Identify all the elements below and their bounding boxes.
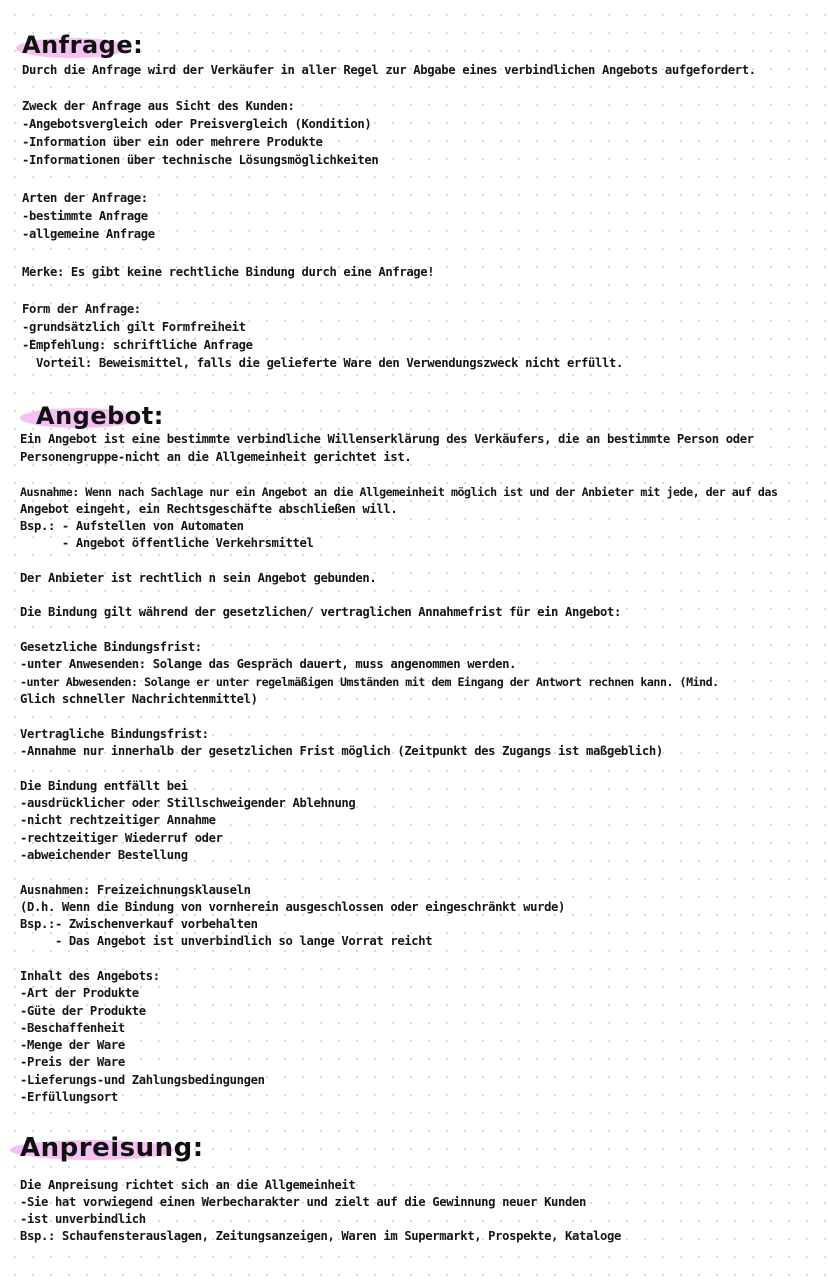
heading-angebot: Angebot:: [36, 402, 164, 430]
angebot-line: -Art der Produkte: [20, 986, 139, 1000]
angebot-line: Angebot eingeht, ein Rechtsgeschäfte abschließen will.: [20, 502, 398, 516]
anpreisung-line: Die Anpreisung richtet sich an die Allgemeinheit: [20, 1178, 356, 1192]
anpreisung-line: -ist unverbindlich: [20, 1212, 146, 1226]
angebot-line: (D.h. Wenn die Bindung von vornherein ausgeschlossen oder eingeschränkt wurde): [20, 900, 566, 914]
heading-anfrage: Anfrage:: [22, 31, 144, 59]
anfrage-line: -bestimmte Anfrage: [22, 209, 148, 223]
angebot-line: -Lieferungs-und Zahlungsbedingungen: [20, 1073, 265, 1087]
anfrage-line: -Information über ein oder mehrere Produkte: [22, 135, 323, 149]
anpreisung-line: Bsp.: Schaufensterauslagen, Zeitungsanzeigen, Waren im Supermarkt, Prospekte, Kataloge: [20, 1229, 621, 1243]
angebot-line: -Güte der Produkte: [20, 1004, 146, 1018]
anfrage-line: Durch die Anfrage wird der Verkäufer in aller Regel zur Abgabe eines verbindlichen Angebots aufgefordert.: [22, 63, 756, 77]
anfrage-line: Form der Anfrage:: [22, 302, 141, 316]
angebot-line: -Annahme nur innerhalb der gesetzlichen Frist möglich (Zeitpunkt des Zugangs ist maßgeblich): [20, 744, 663, 758]
angebot-line: Die Bindung entfällt bei: [20, 779, 188, 793]
anfrage-line: Vorteil: Beweismittel, falls die gelieferte Ware den Verwendungszweck nicht erfüllt.: [22, 356, 623, 370]
angebot-line: -rechtzeitiger Wiederruf oder: [20, 831, 223, 845]
angebot-line: Vertragliche Bindungsfrist:: [20, 727, 209, 741]
angebot-line: -Beschaffenheit: [20, 1021, 125, 1035]
angebot-line: Ausnahmen: Freizeichnungsklauseln: [20, 883, 251, 897]
angebot-line: -nicht rechtzeitiger Annahme: [20, 813, 216, 827]
angebot-line: -unter Abwesenden: Solange er unter regelmäßigen Umständen mit dem Eingang der Antwort rechnen kann. (Mind.: [20, 675, 719, 689]
angebot-line: -ausdrücklicher oder Stillschweigender Ablehnung: [20, 796, 356, 810]
anfrage-line: -Informationen über technische Lösungsmöglichkeiten: [22, 153, 379, 167]
angebot-line: Der Anbieter ist rechtlich n sein Angebot gebunden.: [20, 571, 377, 585]
angebot-line: Glich schneller Nachrichtenmittel): [20, 692, 258, 706]
angebot-line: Ausnahme: Wenn nach Sachlage nur ein Angebot an die Allgemeinheit möglich ist und der Anbieter mit jede, der auf das: [20, 485, 778, 499]
angebot-line: - Das Angebot ist unverbindlich so lange Vorrat reicht: [20, 934, 433, 948]
anfrage-line: -Empfehlung: schriftliche Anfrage: [22, 338, 253, 352]
angebot-line: -Preis der Ware: [20, 1055, 125, 1069]
angebot-line: Gesetzliche Bindungsfrist:: [20, 640, 202, 654]
angebot-line: Personengruppe-nicht an die Allgemeinheit gerichtet ist.: [20, 450, 412, 464]
heading-anpreisung: Anpreisung:: [20, 1133, 204, 1163]
angebot-line: -Menge der Ware: [20, 1038, 125, 1052]
anfrage-line: -Angebotsvergleich oder Preisvergleich (Kondition): [22, 117, 372, 131]
anfrage-line: Arten der Anfrage:: [22, 191, 148, 205]
anfrage-merke: Merke: Es gibt keine rechtliche Bindung durch eine Anfrage!: [22, 265, 435, 279]
angebot-line: Inhalt des Angebots:: [20, 969, 160, 983]
angebot-line: - Angebot öffentliche Verkehrsmittel: [20, 536, 314, 550]
anfrage-line: Zweck der Anfrage aus Sicht des Kunden:: [22, 99, 295, 113]
anpreisung-line: -Sie hat vorwiegend einen Werbecharakter und zielt auf die Gewinnung neuer Kunden: [20, 1195, 586, 1209]
angebot-line: Die Bindung gilt während der gesetzlichen/ vertraglichen Annahmefrist für ein Angebot:: [20, 605, 621, 619]
anfrage-line: -allgemeine Anfrage: [22, 227, 155, 241]
angebot-line: Bsp.:- Zwischenverkauf vorbehalten: [20, 917, 258, 931]
angebot-line: -Erfüllungsort: [20, 1090, 118, 1104]
angebot-line: -abweichender Bestellung: [20, 848, 188, 862]
angebot-line: -unter Anwesenden: Solange das Gespräch dauert, muss angenommen werden.: [20, 657, 517, 671]
angebot-line: Ein Angebot ist eine bestimmte verbindliche Willenserklärung des Verkäufers, die an bestimmte Person oder: [20, 432, 754, 446]
anfrage-line: -grundsätzlich gilt Formfreiheit: [22, 320, 246, 334]
angebot-line: Bsp.: - Aufstellen von Automaten: [20, 519, 244, 533]
